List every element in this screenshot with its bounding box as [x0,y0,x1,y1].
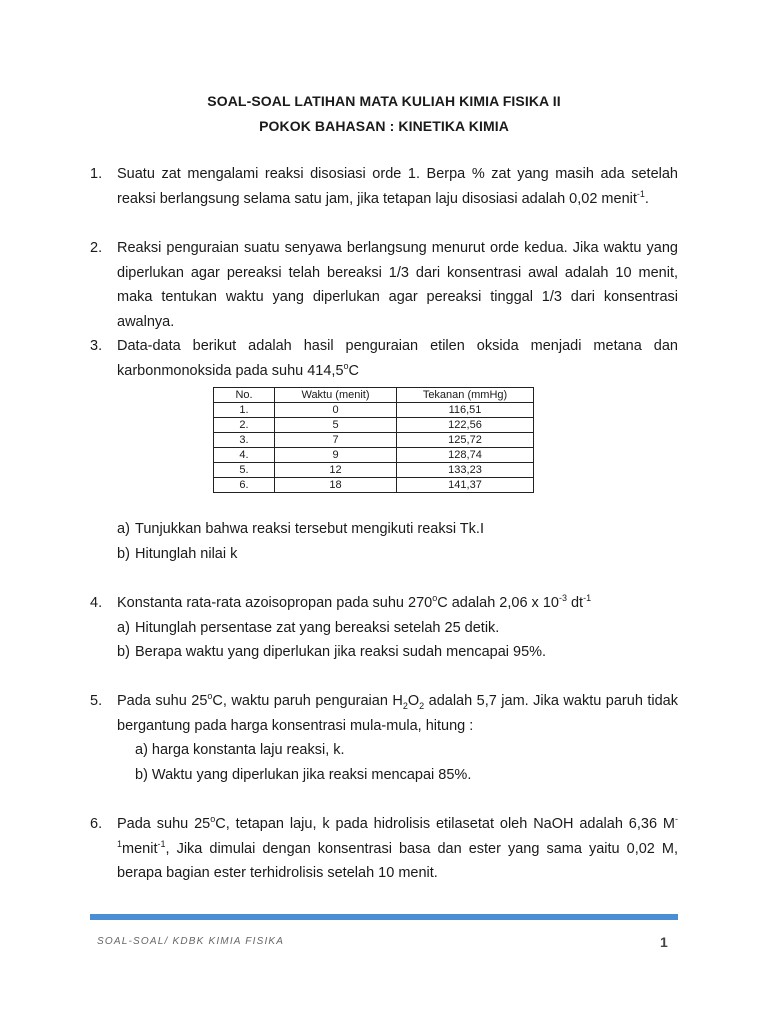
question-text: Pada suhu 25$^o$C, tetapan laju, k pada hidrolisis etilasetat oleh NaOH adalah 6,36 $M^{-1}menit^{-1}$, Jika dimulai dengan konsentrasi basa dan ester yang sama yaitu 0,02 M, berapa bagian ester terhidrolisis setelah 10 menit. [117,814,678,881]
question-number: 5. [90,693,103,709]
table-cell: 18 [275,478,397,493]
subquestion-a: a) Tunjukkan bahwa reaksi tersebut mengikuti reaksi Tk.I [117,521,484,537]
question-text: Konstanta rata-rata azoisopropan pada suhu 270$^o$C adalah 2,06 x $10^{-3}$ $dt^{-1}$ [117,593,592,611]
question-text: Reaksi penguraian suatu senyawa berlangsung menurut orde kedua. Jika waktu yang diperlukan agar pereaksi telah bereaksi 1/3 dari konsentrasi awal adalah 10 menit, maka tentukan waktu yang diperlukan agar pereaksi tinggal 1/3 dari konsentrasi awalnya. [117,240,678,330]
table-cell: 141,37 [397,478,534,493]
table-cell: 9 [275,448,397,463]
table-row [214,448,534,463]
footer-divider [90,914,678,920]
table-row [214,463,534,478]
question-6 [90,812,678,886]
question-number: 2. [90,240,103,256]
table-cell: 6. [214,478,275,493]
subquestion-b: b) Waktu yang diperlukan jika reaksi mencapai 85%. [135,766,472,783]
table-cell: 5 [275,418,397,433]
table-row [214,418,534,433]
table-cell: 122,56 [397,418,534,433]
question-3-subparts [90,517,678,566]
table-cell: 5. [214,463,275,478]
document-subtitle: POKOK BAHASAN : KINETIKA KIMIA [259,118,509,134]
table-cell: 4. [214,448,275,463]
question-text: Data-data berikut adalah hasil penguraian etilen oksida menjadi metana dan karbonmonoksida pada suhu 414,5$^o$C [117,338,678,379]
table-cell: 125,72 [397,433,534,448]
table-header-cell: Tekanan (mmHg) [397,388,534,403]
table-cell: 7 [275,433,397,448]
table-cell: 116,51 [397,403,534,418]
subquestion-b: b) Berapa waktu yang diperlukan jika reaksi sudah mencapai 95%. [117,644,547,660]
table-cell: 1. [214,403,275,418]
question-3 [90,334,678,383]
footer-text: SOAL-SOAL/ KDBK KIMIA FISIKA [97,936,285,947]
table-header-row [214,388,534,403]
question-4 [90,591,678,665]
question-2 [90,236,678,334]
table-cell: 128,74 [397,448,534,463]
data-table [213,387,534,493]
subquestion-a: a) Hitunglah persentase zat yang bereaksi setelah 25 detik. [117,619,500,636]
table-row [214,433,534,448]
table-cell: 0 [275,403,397,418]
page-number: 1 [660,934,668,950]
question-5 [90,689,678,787]
question-number: 3. [90,338,103,354]
question-number: 1. [90,166,103,182]
table-row [214,478,534,493]
table-row [214,403,534,418]
document-title: SOAL-SOAL LATIHAN MATA KULIAH KIMIA FISIKA II [207,93,561,109]
table-cell: 12 [275,463,397,478]
table-cell: 2. [214,418,275,433]
question-number: 6. [90,816,103,832]
question-1 [90,162,678,211]
table-cell: 133,23 [397,463,534,478]
table-header-cell: No. [214,388,275,403]
subquestion-a: a) harga konstanta laju reaksi, k. [135,742,345,758]
question-text: Pada suhu 25$^o$C, waktu paruh penguraian $H_2O_2$ adalah 5,7 jam. Jika waktu paruh tidak bergantung pada harga konsentrasi mula-mula, hitung : [117,691,678,734]
question-text: Suatu zat mengalami reaksi disosiasi orde 1. Berpa % zat yang masih ada setelah reaksi berlangsung selama satu jam, jika tetapan laju disosiasi adalah 0,02 menit$^{-1}$. [117,166,678,207]
question-number: 4. [90,595,103,611]
table-header-cell: Waktu (menit) [275,388,397,403]
subquestion-b: b) Hitunglah nilai k [117,545,238,562]
table-cell: 3. [214,433,275,448]
